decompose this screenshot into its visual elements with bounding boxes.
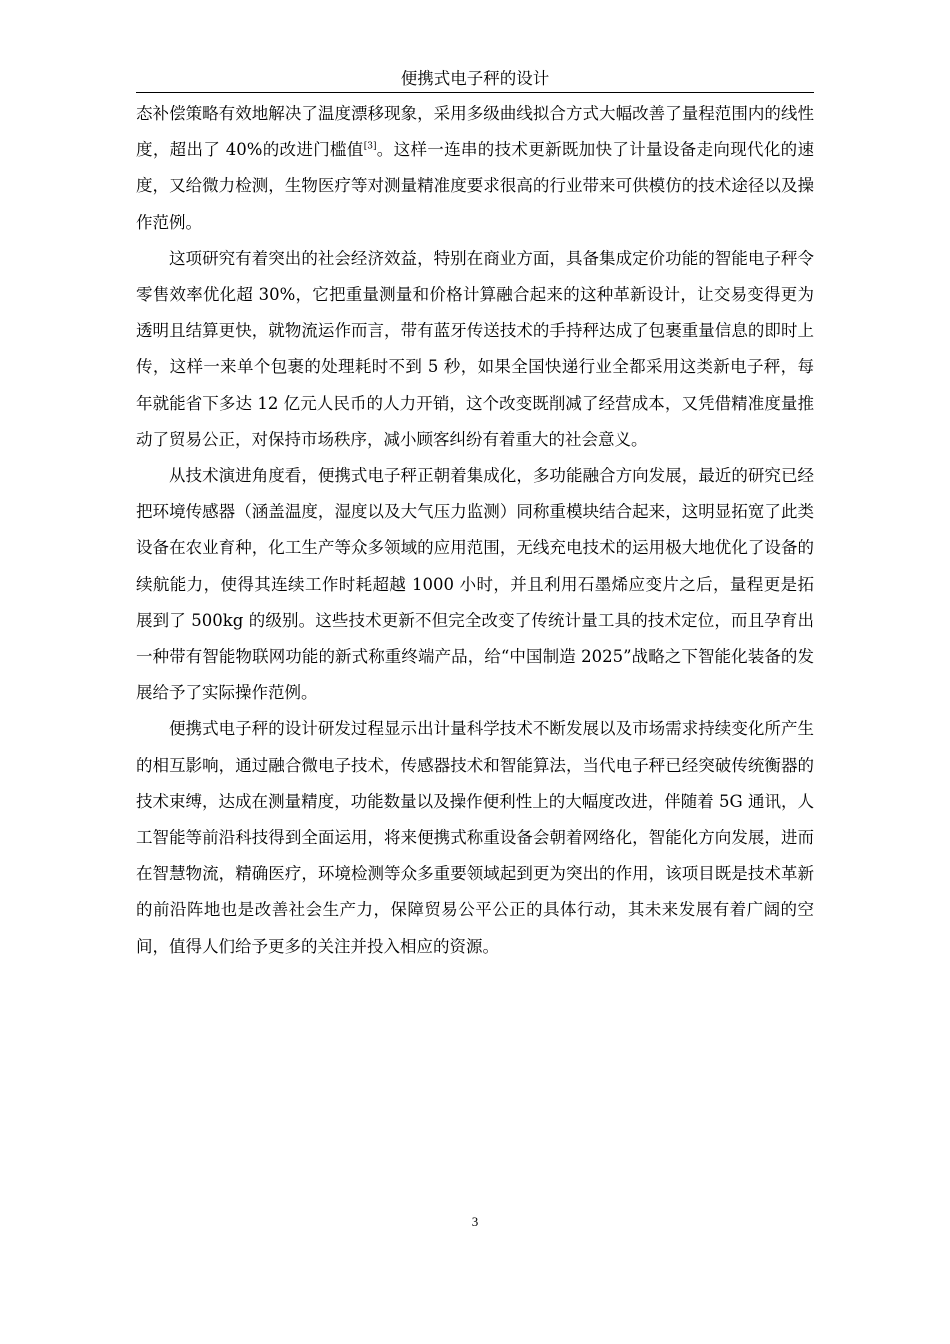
paragraph-text: 态补偿策略有效地解决了温度漂移现象，采用多级曲线拟合方式大幅改善了量程范围内的线性度，超出了 40%的改进门槛值 bbox=[136, 104, 814, 160]
document-body bbox=[136, 96, 814, 965]
paragraph-technology-evolution: 从技术演进角度看，便携式电子秤正朝着集成化，多功能融合方向发展，最近的研究已经把环境传感器（涵盖温度，湿度以及大气压力监测）同称重模块结合起来，这明显拓宽了此类设备在农业育种，化工生产等众多领域的应用范围，无线充电技术的运用极大地优化了设备的续航能力，使得其连续工作时耗超越 1000 小时，并且利用石墨烯应变片之后，量程更是拓展到了 500kg 的级别。这些技术更新不但完全改变了传统计量工具的技术定位，而且孕育出一种带有智能物联网功能的新式称重终端产品，给“中国制造 2025”战略之下智能化装备的发展给予了实际操作范例。 bbox=[136, 466, 814, 703]
paragraph-social-benefits: 这项研究有着突出的社会经济效益，特别在商业方面，具备集成定价功能的智能电子秤令零售效率优化超 30%，它把重量测量和价格计算融合起来的这种革新设计，让交易变得更为透明且结算更快，就物流运作而言，带有蓝牙传送技术的手持秤达成了包裹重量信息的即时上传，这样一来单个包裹的处理耗时不到 5 秒，如果全国快递行业全都采用这类新电子秤，每年就能省下多达 12 亿元人民币的人力开销，这个改变既削减了经营成本，又凭借精准度量推动了贸易公正，对保持市场秩序，减小顾客纠纷有着重大的社会意义。 bbox=[136, 248, 814, 449]
header-rule bbox=[136, 92, 814, 93]
paragraph-text: 。这样一连串的技术更新既加快了计量设备走向现代化的速度，又给微力检测，生物医疗等对测量精准度要求很高的行业带来可供模仿的技术途径以及操作范例。 bbox=[136, 140, 815, 232]
citation-reference: [3] bbox=[363, 141, 377, 152]
running-header: 便携式电子秤的设计 bbox=[400, 69, 550, 88]
paragraph-conclusion: 便携式电子秤的设计研发过程显示出计量科学技术不断发展以及市场需求持续变化所产生的相互影响，通过融合微电子技术，传感器技术和智能算法，当代电子秤已经突破传统衡器的技术束缚，达成在测量精度，功能数量以及操作便利性上的大幅度改进，伴随着 5G 通讯，人工智能等前沿科技得到全面运用，将来便携式称重设备会朝着网络化，智能化方向发展，进而在智慧物流，精确医疗，环境检测等众多重要领域起到更为突出的作用，该项目既是技术革新的前沿阵地也是改善社会生产力，保障贸易公平公正的具体行动，其未来发展有着广阔的空间，值得人们给予更多的关注并投入相应的资源。 bbox=[136, 719, 814, 956]
page-number: 3 bbox=[471, 1214, 479, 1229]
paragraph-continued bbox=[136, 96, 814, 241]
